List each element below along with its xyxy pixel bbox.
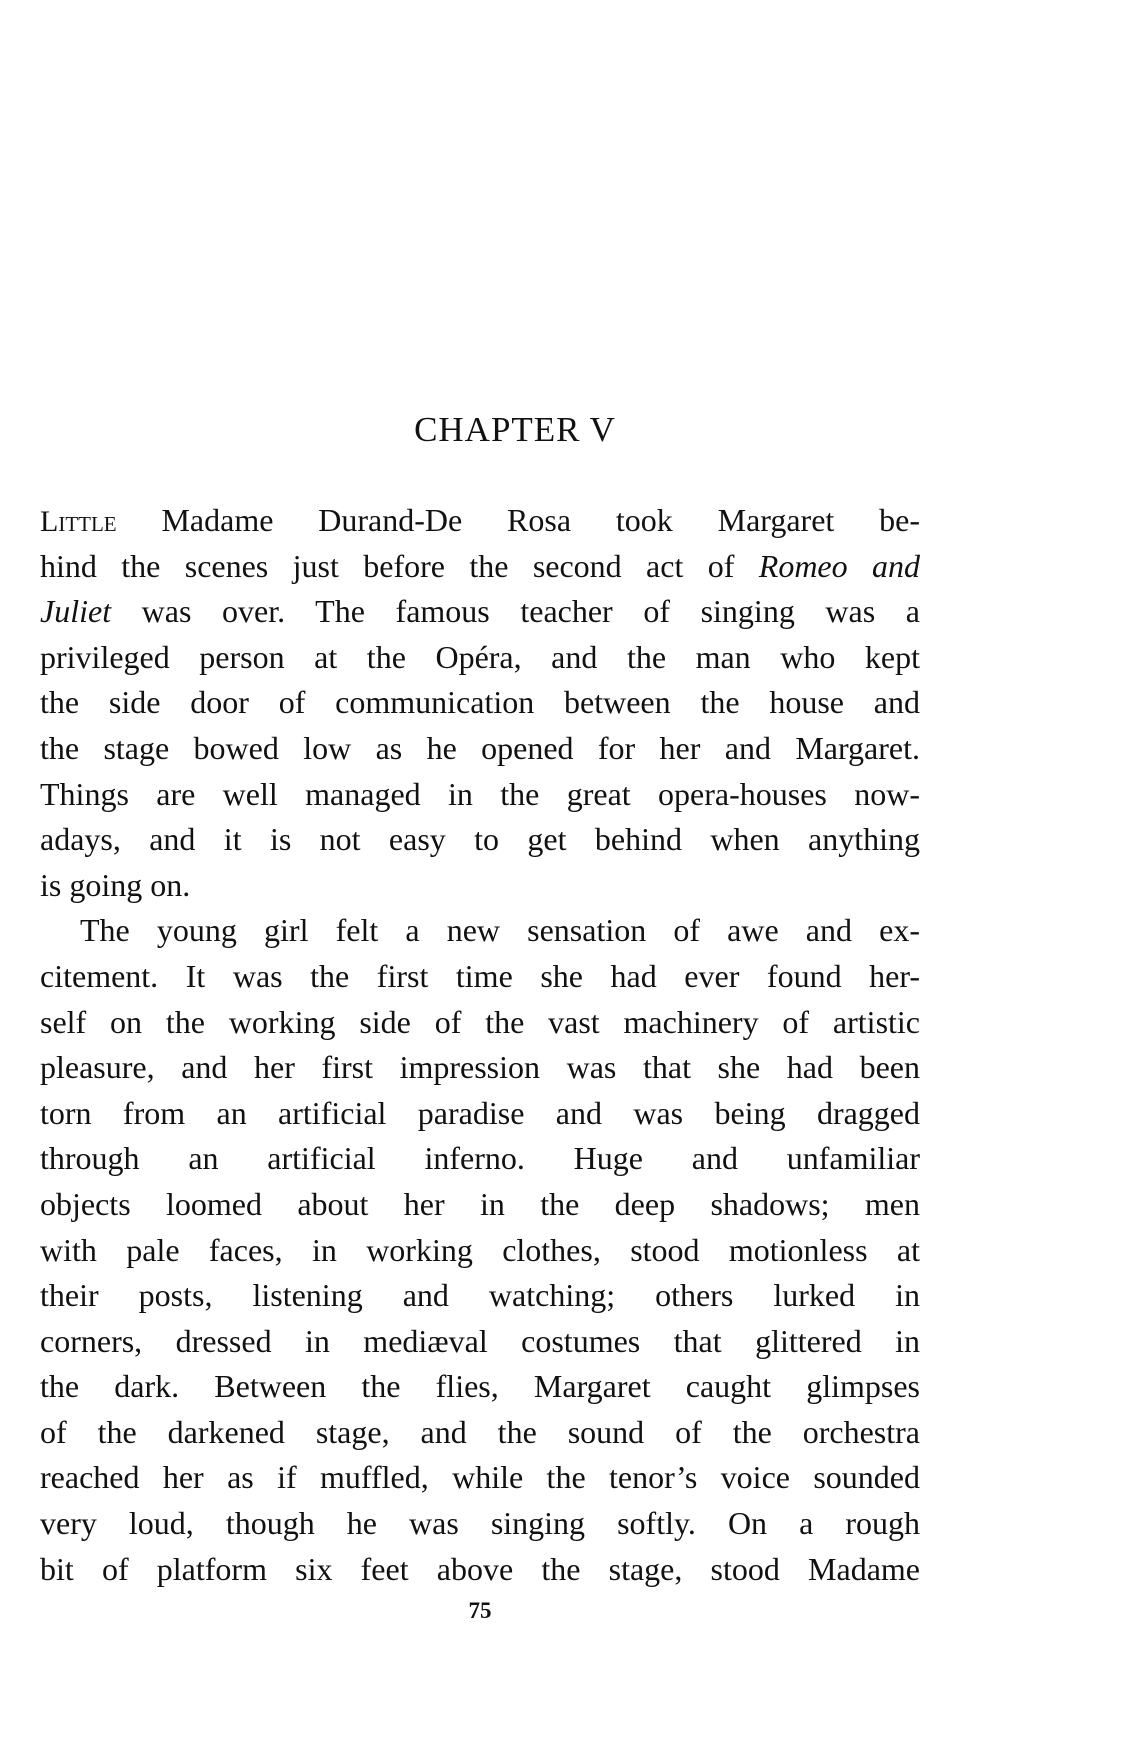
text-line: adays, and it is not easy to get behind when anything	[40, 821, 920, 858]
chapter-body	[40, 498, 920, 1592]
text-line: the stage bowed low as he opened for her and Margaret.	[40, 729, 920, 766]
text-line	[40, 544, 920, 590]
chapter-title: CHAPTER V	[414, 410, 616, 449]
text-line: Things are well managed in the great opera-houses now-	[40, 775, 920, 812]
line-text: Madame Durand-De Rosa took Margaret be-	[116, 502, 920, 538]
line-text: was over. The famous teacher of singing was a	[111, 593, 920, 630]
text-line: reached her as if muffled, while the tenor’s voice sounded	[40, 1459, 920, 1496]
text-line: torn from an artificial paradise and was being dragged	[40, 1094, 920, 1131]
text-line	[40, 589, 920, 635]
text-line: of the darkened stage, and the sound of the orchestra	[40, 1413, 920, 1450]
text-line: corners, dressed in mediæval costumes that glittered in	[40, 1322, 920, 1359]
line-text: hind the scenes just before the second act of	[40, 547, 759, 584]
italic-title: Romeo and	[758, 547, 921, 584]
text-line: pleasure, and her first impression was that she had been	[40, 1049, 920, 1086]
text-line: citement. It was the first time she had ever found her-	[40, 957, 920, 994]
page-number: 75	[468, 1598, 492, 1623]
italic-title: Juliet	[40, 593, 112, 630]
text-line: with pale faces, in working clothes, stood motionless at	[40, 1231, 920, 1268]
text-line: their posts, listening and watching; others lurked in	[40, 1277, 920, 1314]
text-line: through an artificial inferno. Huge and unfamiliar	[40, 1140, 920, 1177]
lead-word: Little	[40, 505, 117, 538]
text-line: the side door of communication between the house and	[40, 684, 920, 721]
text-line: very loud, though he was singing softly. On a rough	[40, 1505, 920, 1542]
text-line: privileged person at the Opéra, and the man who kept	[40, 638, 920, 675]
text-line: objects loomed about her in the deep shadows; men	[40, 1185, 920, 1222]
text-line: self on the working side of the vast machinery of artistic	[40, 1003, 920, 1040]
text-line: the dark. Between the flies, Margaret caught glimpses	[40, 1368, 920, 1405]
text-line	[40, 498, 920, 544]
text-line: is going on.	[40, 866, 191, 903]
text-line: bit of platform six feet above the stage, stood Madame	[40, 1550, 920, 1587]
text-line: The young girl felt a new sensation of awe and ex-	[80, 912, 920, 949]
